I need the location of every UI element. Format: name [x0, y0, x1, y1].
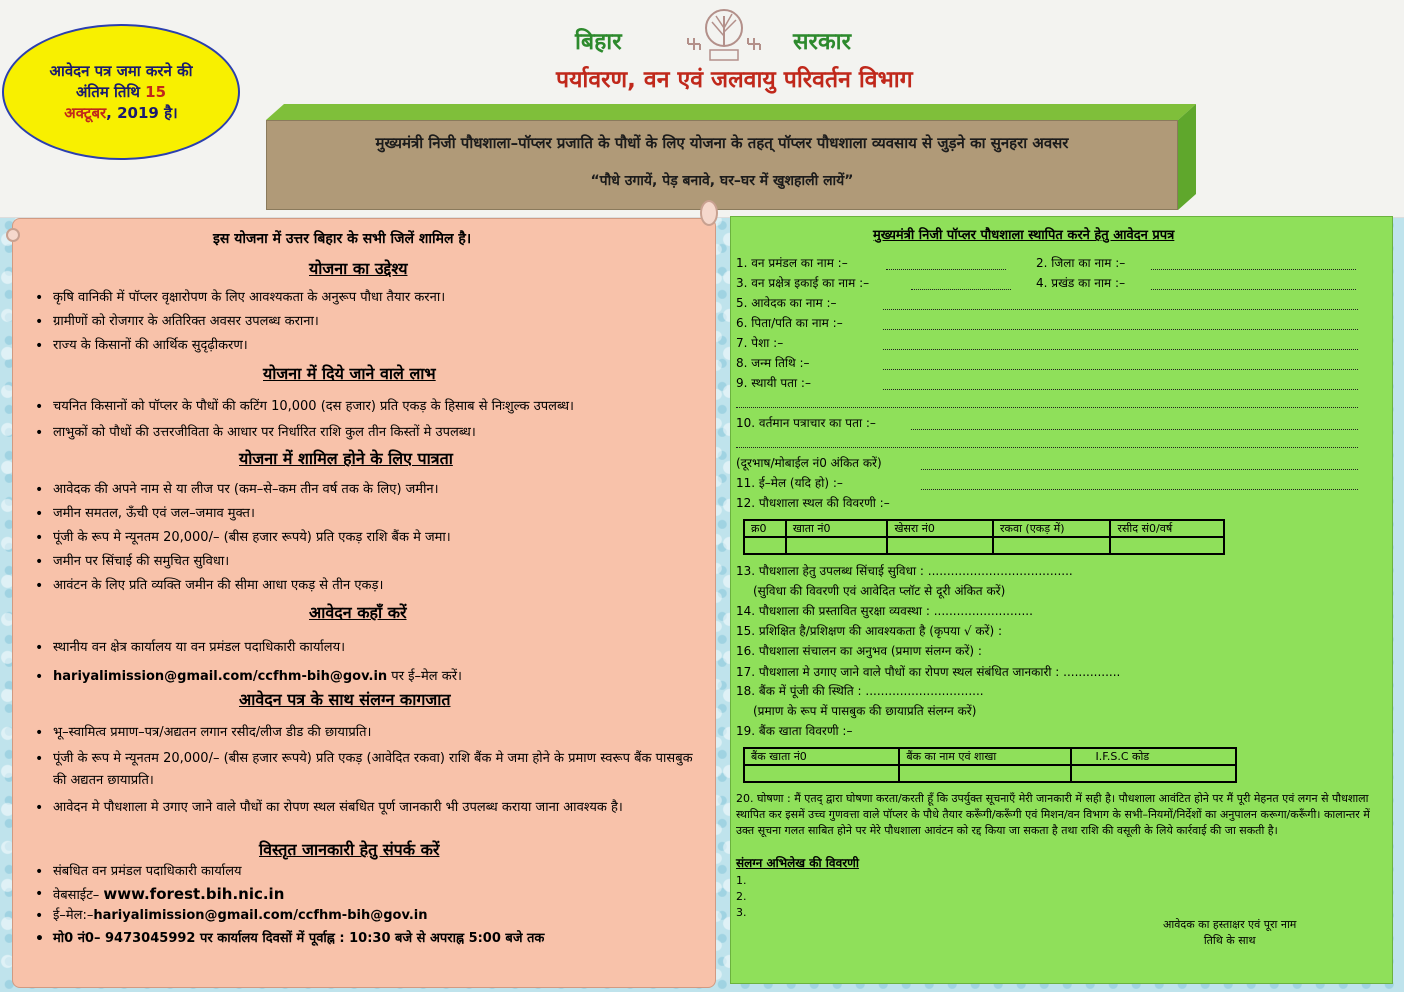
fill-line[interactable] [883, 369, 1358, 370]
scheme-info-panel [12, 218, 716, 988]
applicant-signature [1163, 917, 1296, 949]
fill-line[interactable] [911, 429, 1358, 430]
contact-website: • वेबसाईट– www.forest.bih.nic.in [53, 883, 284, 907]
field-bank-account: 19. बैंक खाता विवरणी :– [736, 724, 853, 738]
table-cell[interactable] [744, 537, 786, 554]
website-link[interactable]: www.forest.bih.nic.in [103, 885, 285, 903]
field-district: 2. जिला का नाम :– [1036, 256, 1126, 270]
table-cell[interactable] [887, 537, 993, 554]
field-security: 14. पौधशाला की प्रस्तावित सुरक्षा व्यवस्था : .......................... [736, 604, 1033, 618]
fill-line[interactable] [883, 349, 1358, 350]
field-email: 11. ई–मेल (यदि हो) :– [736, 476, 843, 490]
banner-side-face [1178, 104, 1196, 210]
heading-objective: योजना का उद्देश्य [309, 259, 408, 278]
field-irrigation-note: (सुविधा की विवरणी एवं आवेदित प्लॉट से दूरी अंकित करें) [753, 584, 1006, 598]
intro-text: इस योजना में उत्तर बिहार के सभी जिलें शामिल है। [213, 231, 472, 247]
list-item: • जमीन समतल, ऊँची एवं जल–जमाव मुक्त। [53, 503, 255, 525]
list-item: • आवेदन मे पौधशाला मे उगाए जाने वाले पौधों का रोपण स्थल संबधित पूर्ण जानकारी भी उपलब्ध कराया जाना आवश्यक है। [53, 797, 693, 819]
email-link[interactable]: hariyalimission@gmail.com/ccfhm-bih@gov.in [53, 669, 388, 684]
list-item: • स्थानीय वन क्षेत्र कार्यालय या वन प्रमंडल पदाधिकारी कार्यालय। [53, 637, 345, 659]
attachment-item: 3. [736, 906, 747, 919]
header-state: बिहार [575, 29, 622, 55]
table-header-cell: क्र0 [744, 520, 786, 537]
table-cell[interactable] [993, 537, 1110, 554]
fill-line[interactable] [921, 489, 1358, 490]
declaration-text: 20. घोषणा : मैं एतद् द्वारा घोषणा करता/करती हूँ कि उपर्युक्त सूचनाएँ मेरी जानकारी में सही है। पौधशाला आवंटित होने पर मैं पूरी मेहनत एवं लगन से पौधशाला स्थापित कर इसमें उच्च गुणवत्ता वाले पॉप्लर के पौधे तैयार करूँगी/करूँगी एवं मिशन/वन विभाग के सभी–नियमों/निर्देशों का अनुपालन करूगा/करूँगी। कालान्तर में उक्त सूचना गलत साबित होने पर मेरे पौधशाला आवंटन को रद्द किया जा सकता है तथा राशि की वसूली के लिये कार्रवाई की जा सकती है। [736, 792, 1370, 837]
field-occupation: 7. पेशा :– [736, 336, 784, 350]
field-irrigation: 13. पौधशाला हेतु उपलब्ध सिंचाई सुविधा : ...................................... [736, 564, 1073, 578]
fill-line[interactable] [883, 309, 1358, 310]
list-item-email: • hariyalimission@gmail.com/ccfhm-bih@gov.in पर ई–मेल करें। [53, 666, 462, 688]
banner-top-face [266, 104, 1196, 120]
table-header-cell: रसीद सं0/वर्ष [1110, 520, 1224, 537]
list-item: • ग्रामीणों को रोजगार के अतिरिक्त अवसर उपलब्ध कराना। [53, 311, 319, 333]
table-cell[interactable] [786, 537, 888, 554]
list-item: • कृषि वानिकी में पॉप्लर वृक्षारोपण के लिए आवश्यकता के अनुरूप पौधा तैयार करना। [53, 287, 445, 309]
scroll-curl-decoration [6, 228, 20, 242]
heading-where-to-apply: आवेदन कहाँ करें [309, 603, 407, 622]
field-experience: 16. पौधशाला संचालन का अनुभव (प्रमाण संलग्न करें) : [736, 644, 982, 658]
list-item: • आवंटन के लिए प्रति व्यक्ति जमीन की सीमा आधा एकड़ से तीन एकड़। [53, 575, 383, 597]
field-planting-site: 17. पौधशाला मे उगाए जाने वाले पौधों का रोपण स्थल संबंधित जानकारी : ............... [736, 665, 1121, 679]
field-bank-capital: 18. बैंक में पूंजी की स्थिति : ............................... [736, 684, 984, 698]
contact-phone: • मो0 नं0– 9473045992 पर कार्यालय दिवसों में पूर्वाह्न : 10:30 बजे से अपराह्न 5:00 बजे तक [53, 928, 544, 950]
date-label: तिथि के साथ [1203, 934, 1256, 947]
list-item: • आवेदक की अपने नाम से या लीज पर (कम–से–कम तीन वर्ष तक के लिए) जमीन। [53, 479, 439, 501]
fill-line[interactable] [886, 269, 1006, 270]
table-header-cell: बैंक खाता नं0 [744, 748, 899, 765]
bank-account-table [743, 747, 1237, 783]
fill-line[interactable] [883, 389, 1358, 390]
list-item: • राज्य के किसानों की आर्थिक सुदृढ़ीकरण। [53, 335, 248, 357]
banner-line-1: मुख्यमंत्री निजी पौधशाला–पॉप्लर प्रजाति के पौधों के लिए योजना के तहत् पॉप्लर पौधशाला व्यवसाय से जुड़ने का सुनहरा अवसर [375, 134, 1069, 152]
list-item: • पूंजी के रूप मे न्यूनतम 20,000/– (बीस हजार रूपये) प्रति एकड़ (आवेदित रकवा) राशि बैंक मे जमा होने के प्रमाण स्वरूप बैंक पासबुक की अद्यतन छायाप्रति। [53, 748, 693, 792]
form-title: मुख्यमंत्री निजी पॉप्लर पौधशाला स्थापित करने हेतु आवेदन प्रपत्र [873, 228, 1175, 243]
nursery-site-table [743, 519, 1225, 555]
field-dob: 8. जन्म तिथि :– [736, 356, 810, 370]
field-permanent-address: 9. स्थायी पता :– [736, 376, 811, 390]
table-cell[interactable] [899, 765, 1070, 782]
table-cell[interactable] [744, 765, 899, 782]
table-cell[interactable] [1071, 765, 1236, 782]
list-item: • लाभुकों को पौधों की उत्तरजीविता के आधार पर निर्धारित राशि कुल तीन किस्तों मे उपलब्ध। [53, 422, 476, 444]
fill-line[interactable] [883, 329, 1358, 330]
attachment-item: 1. [736, 874, 747, 887]
table-header-cell: खेसरा नं0 [887, 520, 993, 537]
list-item: • चयनित किसानों को पॉप्लर के पौधों की कटिंग 10,000 (दस हजार) प्रति एकड़ के हिसाब से निःशुल्क उपलब्ध। [53, 396, 574, 418]
fill-line[interactable] [736, 447, 1358, 448]
application-form-panel [730, 216, 1393, 984]
attachment-item: 2. [736, 890, 747, 903]
department-title: पर्यावरण, वन एवं जलवायु परिवर्तन विभाग [556, 67, 913, 93]
fill-line[interactable] [736, 407, 1358, 408]
field-range-unit: 3. वन प्रक्षेत्र इकाई का नाम :– [736, 276, 870, 290]
bodhi-tree-emblem-icon [680, 6, 768, 66]
table-cell[interactable] [1110, 537, 1224, 554]
field-phone-note: (दूरभाष/मोबाईल नं0 अंकित करें) [736, 456, 882, 470]
table-header-cell: I.F.S.C कोड [1071, 748, 1236, 765]
contact-email: • ई–मेल:–hariyalimission@gmail.com/ccfhm-bih@gov.in [53, 905, 428, 927]
list-item: • पूंजी के रूप मे न्यूनतम 20,000/– (बीस हजार रूपये) प्रति एकड़ राशि बैंक मे जमा। [53, 527, 451, 549]
fill-line[interactable] [921, 469, 1358, 470]
table-header-cell: बैंक का नाम एवं शाखा [899, 748, 1070, 765]
field-block: 4. प्रखंड का नाम :– [1036, 276, 1126, 290]
list-item: • जमीन पर सिंचाई की समुचित सुविधा। [53, 551, 229, 573]
signature-label: आवेदक का हस्ताक्षर एवं पूरा नाम [1163, 918, 1297, 931]
fill-line[interactable] [1151, 289, 1356, 290]
heading-documents: आवेदन पत्र के साथ संलग्न कागजात [239, 690, 451, 709]
contact-office: • संबधित वन प्रमंडल पदाधिकारी कार्यालय [53, 861, 242, 883]
table-header-cell: रकवा (एकड़ में) [993, 520, 1110, 537]
header-govt: सरकार [793, 29, 851, 55]
scheme-banner [266, 120, 1178, 210]
fill-line[interactable] [911, 289, 1011, 290]
table-header-cell: खाता नं0 [786, 520, 888, 537]
list-item: • भू–स्वामित्व प्रमाण–पत्र/अद्यतन लगान रसीद/लीज डीड की छायाप्रति। [53, 722, 371, 744]
scroll-curl-decoration [700, 200, 718, 226]
heading-contact: विस्तृत जानकारी हेतु संपर्क करें [259, 840, 440, 859]
banner-slogan: “पौधे उगायें, पेड़ बनावे, घर–घर में खुशहाली लायें” [590, 173, 854, 189]
field-training: 15. प्रशिक्षित है/प्रशिक्षण की आवश्यकता है (कृपया √ करें) : [736, 624, 1002, 638]
deadline-text: आवेदन पत्र जमा करने की अंतिम तिथि 15 अक्टूबर, 2019 है। [49, 61, 193, 122]
contact-email-link[interactable]: hariyalimission@gmail.com/ccfhm-bih@gov.in [93, 908, 428, 923]
field-correspondence-address: 10. वर्तमान पत्राचार का पता :– [736, 416, 876, 430]
field-nursery-site: 12. पौधशाला स्थल की विवरणी :– [736, 496, 890, 510]
field-forest-division: 1. वन प्रमंडल का नाम :– [736, 256, 848, 270]
attachments-title: संलग्न अभिलेख की विवरणी [736, 856, 859, 870]
fill-line[interactable] [1151, 269, 1356, 270]
field-applicant-name: 5. आवेदक का नाम :– [736, 296, 837, 310]
field-passbook-note: (प्रमाण के रूप में पासबुक की छायाप्रति संलग्न करें) [753, 704, 977, 718]
field-father-husband: 6. पिता/पति का नाम :– [736, 316, 843, 330]
deadline-badge [2, 24, 240, 160]
heading-benefits: योजना में दिये जाने वाले लाभ [263, 364, 436, 383]
heading-eligibility: योजना में शामिल होने के लिए पात्रता [239, 449, 453, 468]
